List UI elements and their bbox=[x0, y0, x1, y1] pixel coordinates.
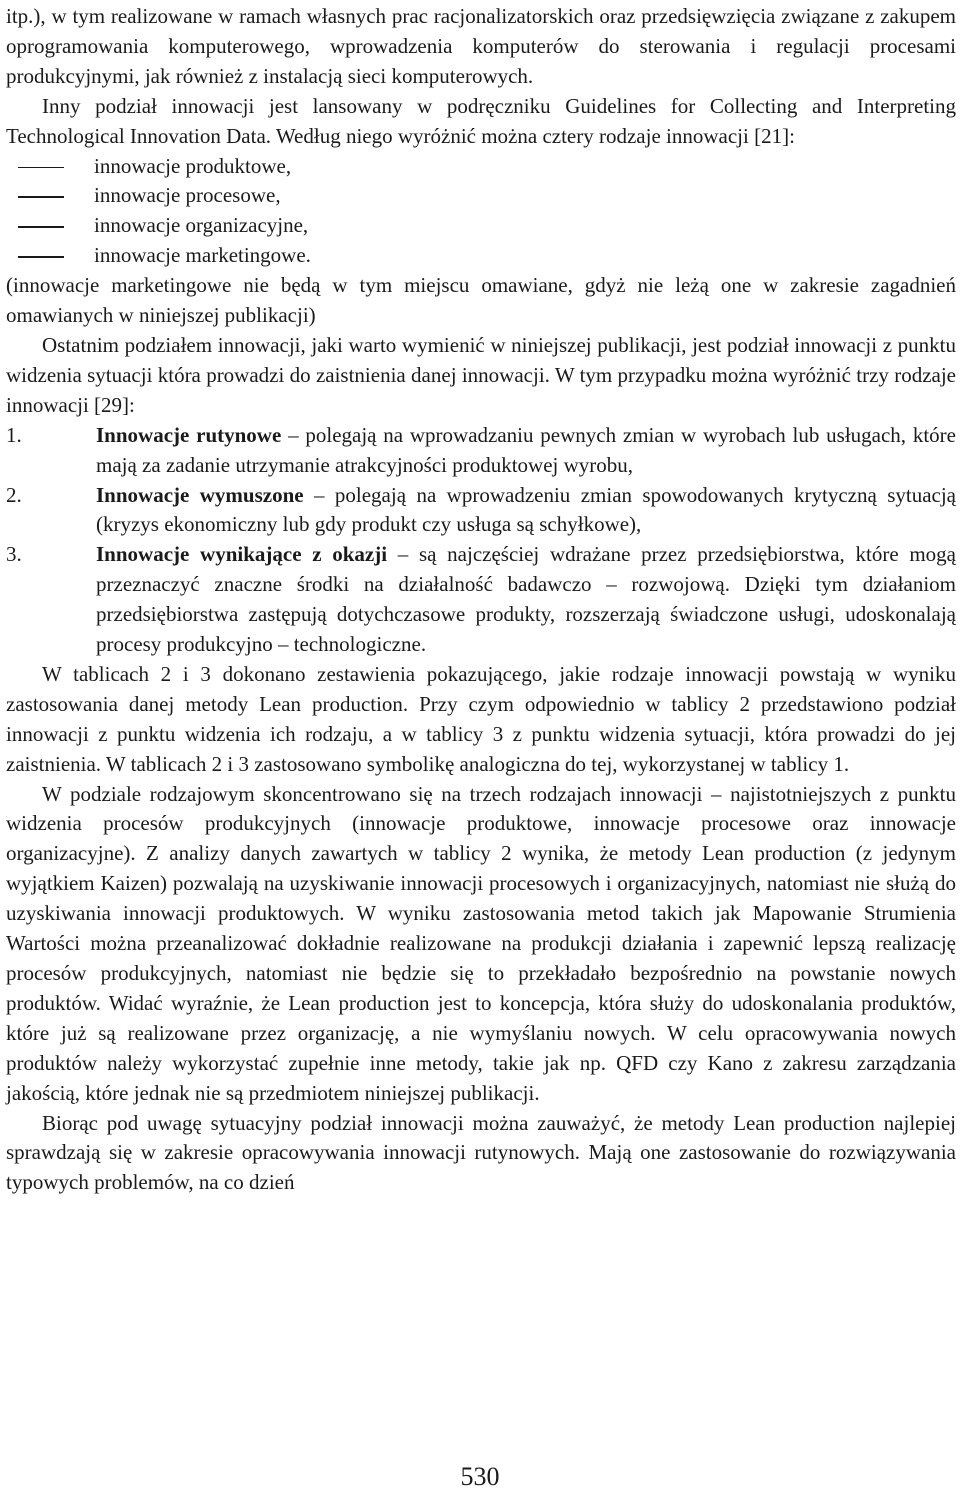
paragraph-situational-division: Ostatnim podziałem innowacji, jaki warto wymienić w niniejszej publikacji, jest podział innowacji z punktu widzenia sytuacji która prowadzi do zaistnienia danej innowacji. W tym przypadku można wyróżnić trzy rodzaje innowacji [29]: bbox=[6, 332, 956, 417]
list-item: innowacje marketingowe. bbox=[6, 241, 956, 271]
list-item: innowacje procesowe, bbox=[6, 181, 956, 211]
item-number: 1. bbox=[6, 422, 22, 447]
list-item: innowacje organizacyjne, bbox=[6, 211, 956, 241]
paragraph-type-division: W podziale rodzajowym skoncentrowano się na trzech rodzajach innowacji – najistotniejszych z punktu widzenia procesów produkcyjnych (innowacje produktowe, innowacje procesowe oraz innowacje organizacyjne). Z analizy danych zawartych w tablicy 2 wynika, że metody Lean production (z jedynym wyjątkiem Kaizen) pozwalają na uzyskiwanie innowacji procesowych i organizacyjnych, natomiast nie służą do uzyskiwania innowacji produktowych. W wyniku zastosowania metod takich jak Mapowanie Strumienia Wartości można przeanalizować dokładnie realizowane na produkcji działania i zapewnić lepszą realizację procesów produkcyjnych, natomiast nie będzie się to przekładało bezpośrednio na powstanie nowych produktów. Widać wyraźnie, że Lean production jest to koncepcja, która służy do udoskonalania produktów, które już są realizowane przez organizację, a nie wymyślaniu nowych. W celu opracowywania nowych produktów należy wykorzystać zupełnie inne metody, takie jak np. QFD czy Kano z zakresu zarządzania jakością, które jednak nie są przedmiotem niniejszej publikacji. bbox=[6, 781, 956, 1105]
item-number: 2. bbox=[6, 482, 22, 507]
paragraph-situational-conclusion: Biorąc pod uwagę sytuacyjny podział innowacji można zauważyć, że metody Lean production najlepiej sprawdzają się w zakresie opracowywania innowacji rutynowych. Mają one zastosowanie do rozwiązywania typowych problemów, na co dzień bbox=[6, 1110, 956, 1195]
list-item bbox=[6, 421, 956, 481]
paragraph-marketing-note: (innowacje marketingowe nie będą w tym miejscu omawiane, gdyż nie leżą one w zakresie zagadnień omawianych w niniejszej publikacji) bbox=[6, 273, 956, 328]
page-number: 530 bbox=[460, 1462, 500, 1491]
item-number: 3. bbox=[6, 542, 22, 567]
paragraph-tables-summary: W tablicach 2 i 3 dokonano zestawienia pokazującego, jakie rodzaje innowacji powstają w wyniku zastosowania danej metody Lean production. Przy czym odpowiednio w tablicy 2 przedstawiono podział innowacji z punktu widzenia ich rodzaju, a w tablicy 3 z punktu widzenia sytuacji, która prowadzi do jej zaistnienia. W tablicach 2 i 3 zastosowano symbolikę analogiczna do tej, wykorzystanej w tablicy 1. bbox=[6, 661, 956, 776]
item-text: – polegają na wprowadzaniu pewnych zmian w wyrobach lub usługach, które mają za zadanie utrzymanie atrakcyjności produktowej wyrobu, bbox=[96, 422, 956, 477]
document-page bbox=[6, 2, 956, 1198]
list-item: innowacje produktowe, bbox=[6, 152, 956, 182]
list-item bbox=[6, 540, 956, 660]
situational-innovations-list bbox=[6, 421, 956, 660]
paragraph-intro: itp.), w tym realizowane w ramach własnych prac racjonalizatorskich oraz przedsięwzięcia związane z zakupem oprogramowania komputerowego, wprowadzenia komputerów do sterowania i regulacji procesami produkcyjnymi, jak również z instalacją sieci komputerowych. bbox=[6, 4, 956, 88]
item-term: Innowacje rutynowe bbox=[96, 422, 282, 447]
item-term: Innowacje wynikające z okazji bbox=[96, 542, 388, 567]
item-text: – są najczęściej wdrażane przez przedsiębiorstwa, które mogą przeznaczyć znaczne środki na działalność badawczo – rozwojową. Dzięki tym działaniom przedsiębiorstwa zastępują dotychczasowe produkty, rozszerzają świadczone usługi, udoskonalają procesy produkcyjno – technologiczne. bbox=[96, 542, 956, 657]
item-term: Innowacje wymuszone bbox=[96, 482, 304, 507]
item-text: – polegają na wprowadzeniu zmian spowodowanych krytyczną sytuacją (kryzys ekonomiczny lub gdy produkt czy usługa są schyłkowe), bbox=[96, 482, 956, 537]
paragraph-guidelines: Inny podział innowacji jest lansowany w podręczniku Guidelines for Collecting and Interpreting Technological Innovation Data. Według niego wyróżnić można cztery rodzaje innowacji [21]: bbox=[6, 93, 956, 148]
innovation-types-list bbox=[6, 152, 956, 272]
list-item bbox=[6, 481, 956, 541]
